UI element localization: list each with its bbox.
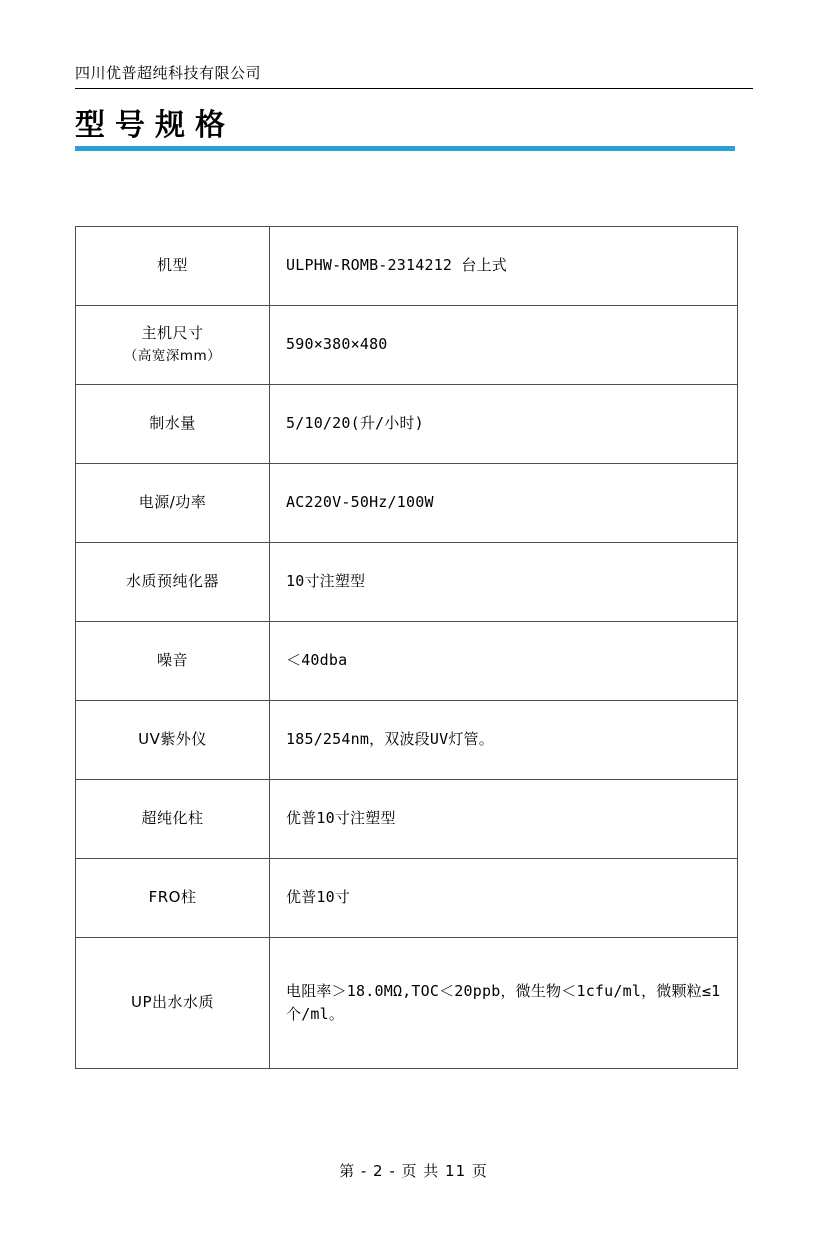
- spec-label-cell: [76, 543, 270, 622]
- spec-label-cell: [76, 938, 270, 1069]
- spec-label-cell: [76, 780, 270, 859]
- table-row: [76, 701, 738, 780]
- table-row: [76, 227, 738, 306]
- header-divider: [75, 88, 753, 89]
- spec-value-cell: 5/10/20(升/小时): [270, 385, 738, 464]
- page-title: 型号规格: [75, 108, 235, 143]
- spec-label-cell: [76, 859, 270, 938]
- table-row: [76, 859, 738, 938]
- table-row: [76, 385, 738, 464]
- spec-value-cell: 电阻率＞18.0MΩ,TOC＜20ppb，微生物＜1cfu/ml，微颗粒≤1个/ml。: [270, 938, 738, 1069]
- spec-value-cell: 185/254nm，双波段UV灯管。: [270, 701, 738, 780]
- spec-label-text: 主机尺寸: [141, 324, 204, 343]
- spec-label-text: UV紫外仪: [138, 730, 207, 749]
- spec-label-cell: [76, 306, 270, 385]
- specification-table: [75, 226, 738, 1069]
- page-footer: 第 - 2 - 页 共 11 页: [339, 1162, 488, 1180]
- spec-label-cell: [76, 622, 270, 701]
- spec-label-subtext: （高宽深mm）: [123, 348, 222, 365]
- spec-label-text: FRO柱: [148, 888, 197, 907]
- table-row: [76, 464, 738, 543]
- spec-value-cell: 优普10寸注塑型: [270, 780, 738, 859]
- table-row: [76, 622, 738, 701]
- spec-value-cell: 10寸注塑型: [270, 543, 738, 622]
- spec-label-text: UP出水水质: [130, 993, 215, 1012]
- spec-value-cell: ＜40dba: [270, 622, 738, 701]
- table-row: [76, 543, 738, 622]
- table-row: [76, 780, 738, 859]
- spec-label-cell: [76, 385, 270, 464]
- spec-label-cell: [76, 464, 270, 543]
- company-name: 四川优普超纯科技有限公司: [75, 64, 262, 82]
- spec-value-cell: ULPHW-ROMB-2314212 台上式: [270, 227, 738, 306]
- spec-label-text: 噪音: [156, 651, 188, 670]
- title-accent-bar: [75, 146, 735, 151]
- spec-label-text: 机型: [156, 256, 188, 275]
- spec-value-cell: AC220V-50Hz/100W: [270, 464, 738, 543]
- spec-label-cell: [76, 701, 270, 780]
- table-row: [76, 306, 738, 385]
- spec-label-cell: [76, 227, 270, 306]
- spec-label-text: 水质预纯化器: [125, 572, 219, 591]
- table-body: [76, 227, 738, 1069]
- spec-value-cell: 优普10寸: [270, 859, 738, 938]
- spec-value-cell: 590×380×480: [270, 306, 738, 385]
- spec-label-text: 超纯化柱: [141, 809, 204, 828]
- spec-label-text: 电源/功率: [138, 493, 207, 512]
- spec-label-text: 制水量: [149, 414, 196, 433]
- table-row: [76, 938, 738, 1069]
